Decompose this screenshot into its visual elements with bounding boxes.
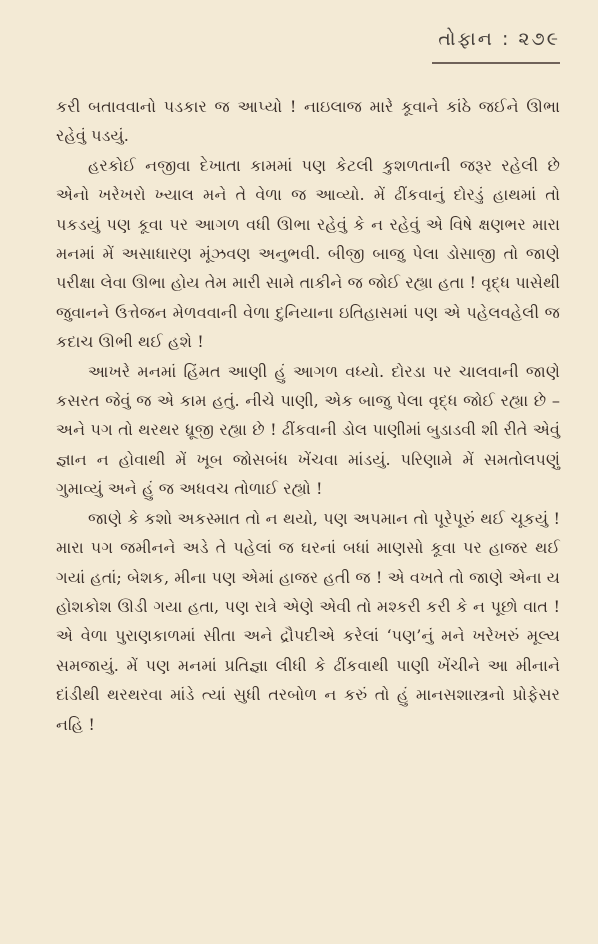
header-rule: [432, 62, 560, 64]
paragraph-3: આખરે મનમાં હિંમત આણી હું આગળ વધ્યો. દોરડા પર ચાલવાની જાણે કસરત જેવું જ એ કામ હતું. નીચે પાણી, એક બાજુ પેલા વૃદ્ધ જોઈ રહ્યા છે – અને પગ તો થરથર ધ્રૂજી રહ્યા છે ! ઢીંકવાની ડોલ પાણીમાં બુડાડવી શી રીતે એવું જ્ઞાન ન હોવાથી મેં ખૂબ જોસબંધ ખેંચવા માંડયું. પરિણામે મેં સમતોલપણું ગુમાવ્યું અને હું જ અધવચ તોળાઈ રહ્યો !: [56, 361, 560, 499]
paragraph-1: કરી બતાવવાનો પડકાર જ આપ્યો ! નાઇલાજ મારે કૂવાને કાંઠે જઈને ઊભા રહેવું પડયું.: [56, 97, 560, 146]
paragraph-4: જાણે કે કશો અકસ્માત તો ન થયો, પણ અપમાન તો પૂરેપૂરું થઈ ચૂકયું ! મારા પગ જમીનને અડે તે પહેલાં જ ઘરનાં બધાં માણસો કૂવા પર હાજર થઈ ગયાં હતાં; બેશક, મીના પણ એમાં હાજર હતી જ ! એ વખતે તો જાણે એના ય હોશકોશ ઊડી ગયા હતા, પણ રાત્રે એણે એવી તો મશ્કરી કરી કે ન પૂછો વાત ! એ વેળા પુરાણકાળમાં સીતા અને દ્રૌપદીએ કરેલાં ‘પણ’નું મને ખરેખરું મૂલ્ય સમજાયું. મેં પણ મનમાં પ્રતિજ્ઞા લીધી કે ઢીંકવાથી પાણી ખેંચીને આ મીનાને દાંડીથી થરથરવા માંડે ત્યાં સુધી તરબોળ ન કરું તો હું માનસશાસ્ત્રનો પ્રોફેસર નહિ !: [56, 508, 560, 734]
running-header: તોફાન : ૨૭૯: [438, 28, 560, 50]
paragraph-2: હરકોઈ નજીવા દેખાતા કામમાં પણ કેટલી કુશળતાની જરૂર રહેલી છે એનો ખરેખરો ખ્યાલ મને તે વેળા જ આવ્યો. મેં ઢીંકવાનું દોરડું હાથમાં તો પકડયું પણ કૂવા પર આગળ વધી ઊભા રહેવું કે ન રહેવું એ વિષે ક્ષણભર મારા મનમાં મેં અસાધારણ મૂંઝવણ અનુભવી. બીજી બાજુ પેલા ડોસાજી તો જાણે પરીક્ષા લેવા ઊભા હોય તેમ મારી સામે તાકીને જ જોઈ રહ્યા હતા ! વૃદ્ધ પાસેથી જુવાનને ઉત્તેજન મેળવવાની વેળા દુનિયાના ઇતિહાસમાં પણ એ પહેલવહેલી જ કદાચ ઊભી થઈ હશે !: [56, 155, 560, 352]
body-text: [56, 92, 560, 739]
